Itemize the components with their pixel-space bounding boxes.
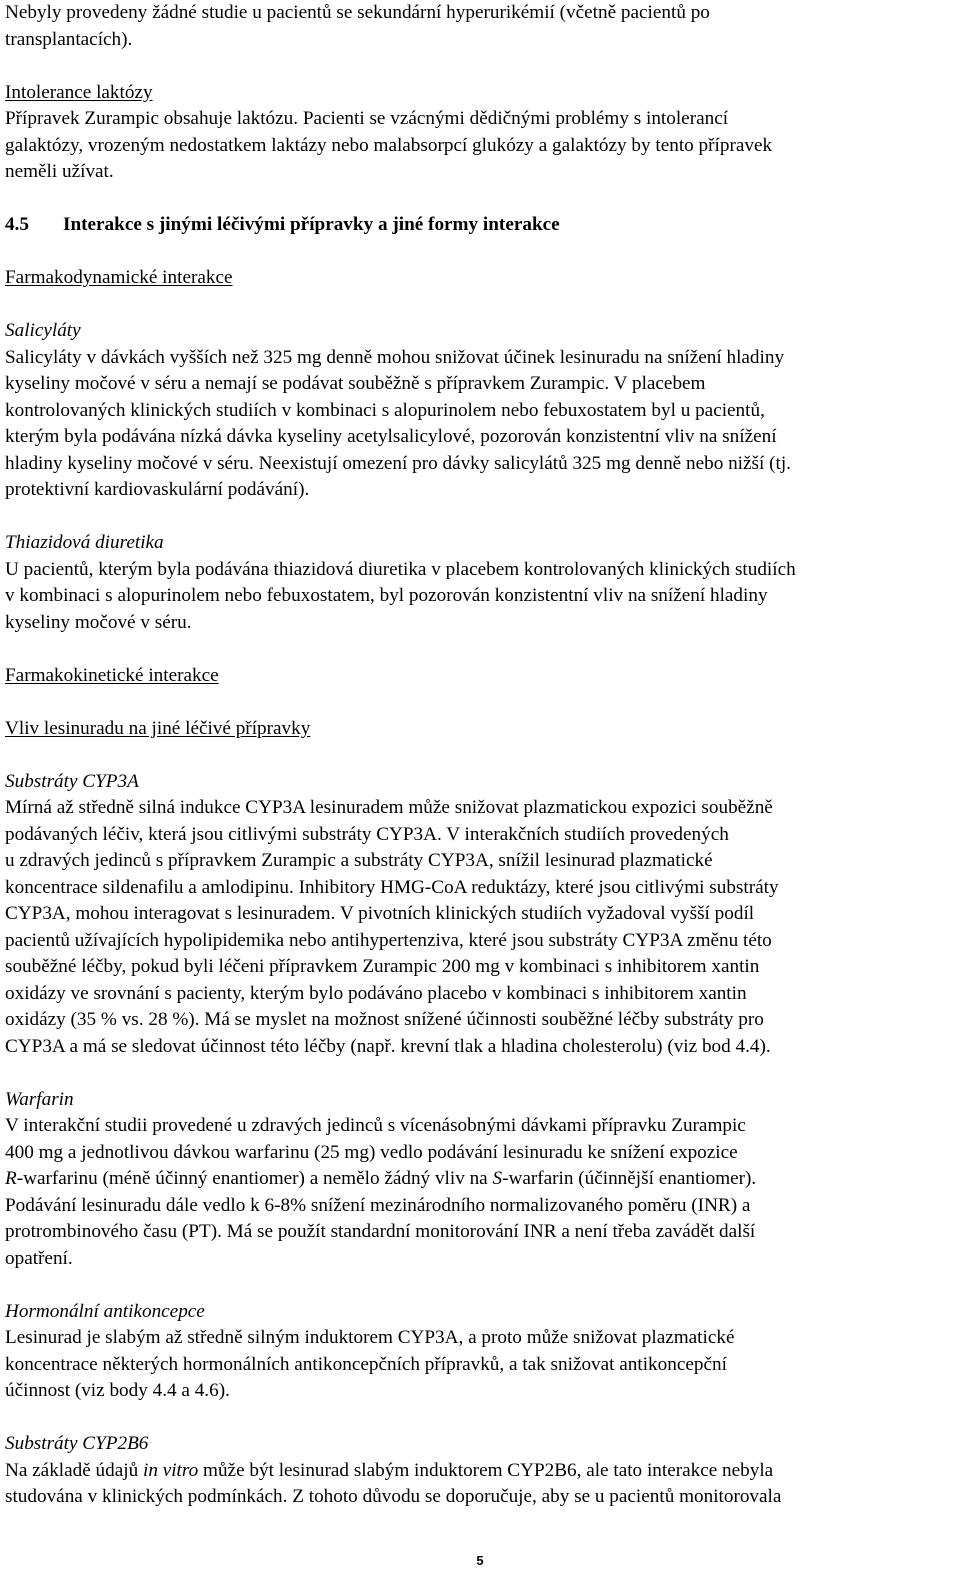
salicylates-paragraph [5,318,957,504]
text-line [5,1458,957,1485]
text-line: u zdravých jedinců s přípravkem Zurampic a substráty CYP3A, snížil lesinurad plazmatické [5,850,713,871]
text-line: souběžné léčby, pokud byli léčeni přípravkem Zurampic 200 mg v kombinaci s inhibitorem xantin [5,956,760,977]
intro-paragraph [5,0,957,53]
text-line: kyseliny močové v séru. [5,611,192,633]
text-line: oxidázy (35 % vs. 28 %). Má se myslet na možnost snížené účinnosti souběžné léčby substráty pro [5,1009,764,1030]
warfarin-heading: Warfarin [5,1088,74,1110]
text-line [5,1166,957,1193]
text-line: Nebyly provedeny žádné studie u pacientů se sekundární hyperurikémií (včetně pacientů po [5,2,710,23]
pharmacokinetic-heading: Farmakokinetické interakce [5,664,219,686]
text-line: v kombinaci s alopurinolem nebo febuxostatem, byl pozorován konzistentní vliv na snížení hladiny [5,585,768,606]
contraception-heading: Hormonální antikoncepce [5,1300,205,1322]
text-line: oxidázy ve srovnání s pacienty, kterým bylo podáváno placebo v kombinaci s inhibitorem xantin [5,982,747,1004]
text-line: podávaných léčiv, která jsou citlivými substráty CYP3A. V interakčních studiích provedených [5,823,729,845]
cyp3a-paragraph [5,769,957,1061]
section-number: 4.5 [5,214,29,235]
effect-heading: Vliv lesinuradu na jiné léčivé přípravky [5,717,311,739]
text-segment: Na základě údajů [5,1459,143,1481]
text-segment: může být lesinurad slabým induktorem CYP2B6, ale tato interakce nebyla [198,1459,774,1481]
text-line: neměli užívat. [5,161,114,182]
text-line: protektivní kardiovaskulární podávání). [5,479,310,500]
salicylates-heading: Salicyláty [5,320,81,341]
text-line: hladiny kyseliny močové v séru. Neexistují omezení pro dávky salicylátů 325 mg denně nebo nižší (tj. [5,452,791,474]
text-line: protrombinového času (PT). Má se použít standardní monitorování INR a není třeba zavádět další [5,1221,756,1242]
text-line: V interakční studii provedené u zdravých jedinců s vícenásobnými dávkami přípravku Zurampic [5,1115,746,1136]
pharmacodynamic-heading: Farmakodynamické interakce [5,267,233,288]
document-page [5,0,957,1511]
text-line: studována v klinických podmínkách. Z tohoto důvodu se doporučuje, aby se u pacientů monitorovala [5,1486,782,1507]
cyp2b6-paragraph [5,1431,957,1511]
text-line: účinnost (viz body 4.4 a 4.6). [5,1380,230,1401]
lactose-heading: Intolerance laktózy [5,81,153,103]
text-line: U pacientů, kterým byla podávána thiazidová diuretika v placebem kontrolovaných klinických studiích [5,558,796,580]
text-segment: -warfarinu (méně účinný enantiomer) a nemělo žádný vliv na [16,1168,493,1189]
text-line: opatření. [5,1247,73,1269]
text-line: Salicyláty v dávkách vyšších než 325 mg denně mohou snižovat účinek lesinuradu na snížení hladiny [5,346,785,368]
s-enantiomer-label: S [492,1168,503,1189]
thiazide-paragraph [5,530,957,636]
text-line: CYP3A a má se sledovat účinnost této léčby (např. krevní tlak a hladina cholesterolu) (viz bod 4.4). [5,1035,771,1057]
cyp2b6-heading: Substráty CYP2B6 [5,1433,149,1454]
in-vitro-label: in vitro [142,1459,199,1481]
text-line: 400 mg a jednotlivou dávkou warfarinu (25 mg) vedlo podávání lesinuradu ke snížení expozice [5,1141,738,1163]
text-line: pacientů užívajících hypolipidemika nebo antihypertenziva, které jsou substráty CYP3A změnu této [5,929,772,951]
text-line: koncentrace některých hormonálních antikoncepčních přípravků, a tak snižovat antikoncepční [5,1353,727,1375]
text-line: koncentrace sildenafilu a amlodipinu. Inhibitory HMG-CoA reduktázy, které jsou citlivými substráty [5,876,779,898]
text-line: Přípravek Zurampic obsahuje laktózu. Pacienti se vzácnými dědičnými problémy s intolerancí [5,108,729,129]
section-heading [5,212,957,239]
text-line: galaktózy, vrozeným nedostatkem laktázy nebo malabsorpcí glukózy a galaktózy by tento přípravek [5,134,773,156]
text-line: Mírná až středně silná indukce CYP3A lesinuradem může snižovat plazmatickou expozici souběžně [5,797,773,818]
thiazide-heading: Thiazidová diuretika [5,532,164,553]
text-line: transplantacích). [5,28,133,50]
section-title: Interakce s jinými léčivými přípravky a jiné formy interakce [63,214,560,235]
text-line: Lesinurad je slabým až středně silným induktorem CYP3A, a proto může snižovat plazmatické [5,1327,735,1348]
r-enantiomer-label: R [5,1168,17,1189]
page-number: 5 [476,1553,484,1568]
text-line: CYP3A, mohou interagovat s lesinuradem. V pivotních klinických studiích vyžadoval vyšší podíl [5,903,755,924]
lactose-paragraph [5,80,957,186]
text-segment: -warfarin (účinnější enantiomer). [502,1168,757,1189]
warfarin-paragraph [5,1087,957,1273]
text-line: kyseliny močové v séru a nemají se podávat souběžně s přípravkem Zurampic. V placebem [5,373,706,394]
text-line: kontrolovaných klinických studiích v kombinaci s alopurinolem nebo febuxostatem byl u pacientů, [5,399,765,421]
cyp3a-heading: Substráty CYP3A [5,770,139,792]
text-line: Podávání lesinuradu dále vedlo k 6-8% snížení mezinárodního normalizovaného poměru (INR) a [5,1194,751,1216]
text-line: kterým byla podávána nízká dávka kyseliny acetylsalicylové, pozorován konzistentní vliv na snížení [5,426,777,447]
contraception-paragraph [5,1299,957,1405]
